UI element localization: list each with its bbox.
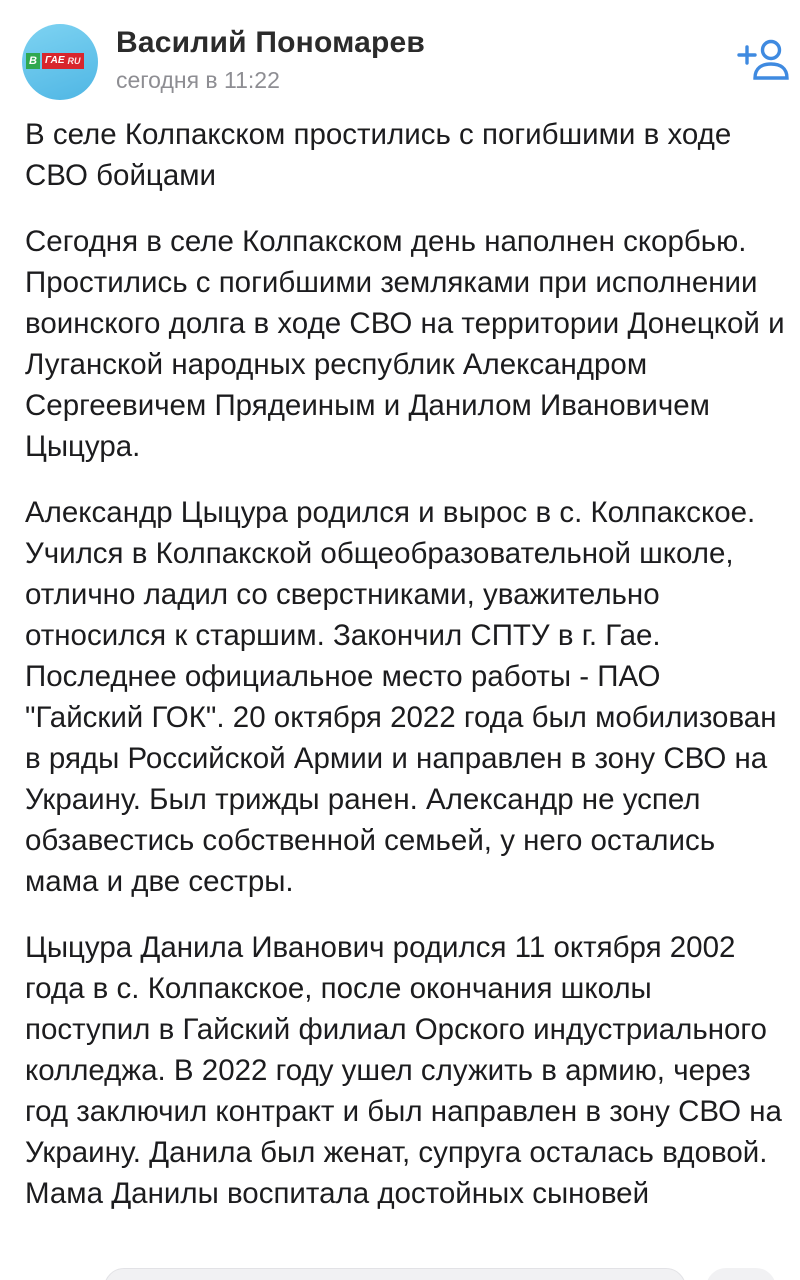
add-friend-icon <box>736 38 790 82</box>
bottom-action-button[interactable] <box>706 1268 776 1280</box>
comment-input-bar[interactable] <box>104 1268 686 1280</box>
gae-ru-logo <box>26 53 96 69</box>
logo-domain: RU <box>67 56 81 66</box>
post-title: В селе Колпакском простились с погибшими в ходе СВО бойцами <box>25 118 732 192</box>
post-timestamp: сегодня в 11:22 <box>116 67 280 93</box>
logo-text: ГАЕ <box>45 55 65 66</box>
logo-letter: В <box>26 53 40 69</box>
add-friend-button[interactable] <box>736 38 790 82</box>
logo-badge <box>42 53 84 69</box>
post-paragraph: Александр Цыцура родился и вырос в с. Колпакское. Учился в Колпакской общеобразовательной школе, отлично ладил со сверстниками, уважительно относился к старшим. Закончил СПТУ в г. Гае. Последнее официальное место работы - ПАО "Гайский ГОК". 20 октября 2022 года был мобилизован в ряды Российской Армии и направлен в зону СВО на Украину. Был трижды ранен. Александр не успел обзавестись собственной семьей, у него остались мама и две сестры. <box>25 496 777 898</box>
post-paragraph: Цыцура Данила Иванович родился 11 октября 2002 года в с. Колпакское, после окончания школы поступил в Гайский филиал Орского индустриального колледжа. В 2022 году ушел служить в армию, через год заключил контракт и был направлен в зону СВО на Украину. Данила был женат, супруга осталась вдовой. Мама Данилы воспитала достойных сыновей <box>25 931 782 1210</box>
post-header <box>0 0 800 110</box>
author-name[interactable]: Василий Пономарев <box>116 26 426 59</box>
post-paragraph: Сегодня в селе Колпакском день наполнен скорбью. Простились с погибшими земляками при исполнении воинского долга в ходе СВО на территории Донецкой и Луганской народных республик Александром Сергеевичем Прядеиным и Данилом Ивановичем Цыцура. <box>25 225 785 463</box>
post-text <box>25 114 785 1239</box>
author-avatar[interactable] <box>22 24 98 100</box>
